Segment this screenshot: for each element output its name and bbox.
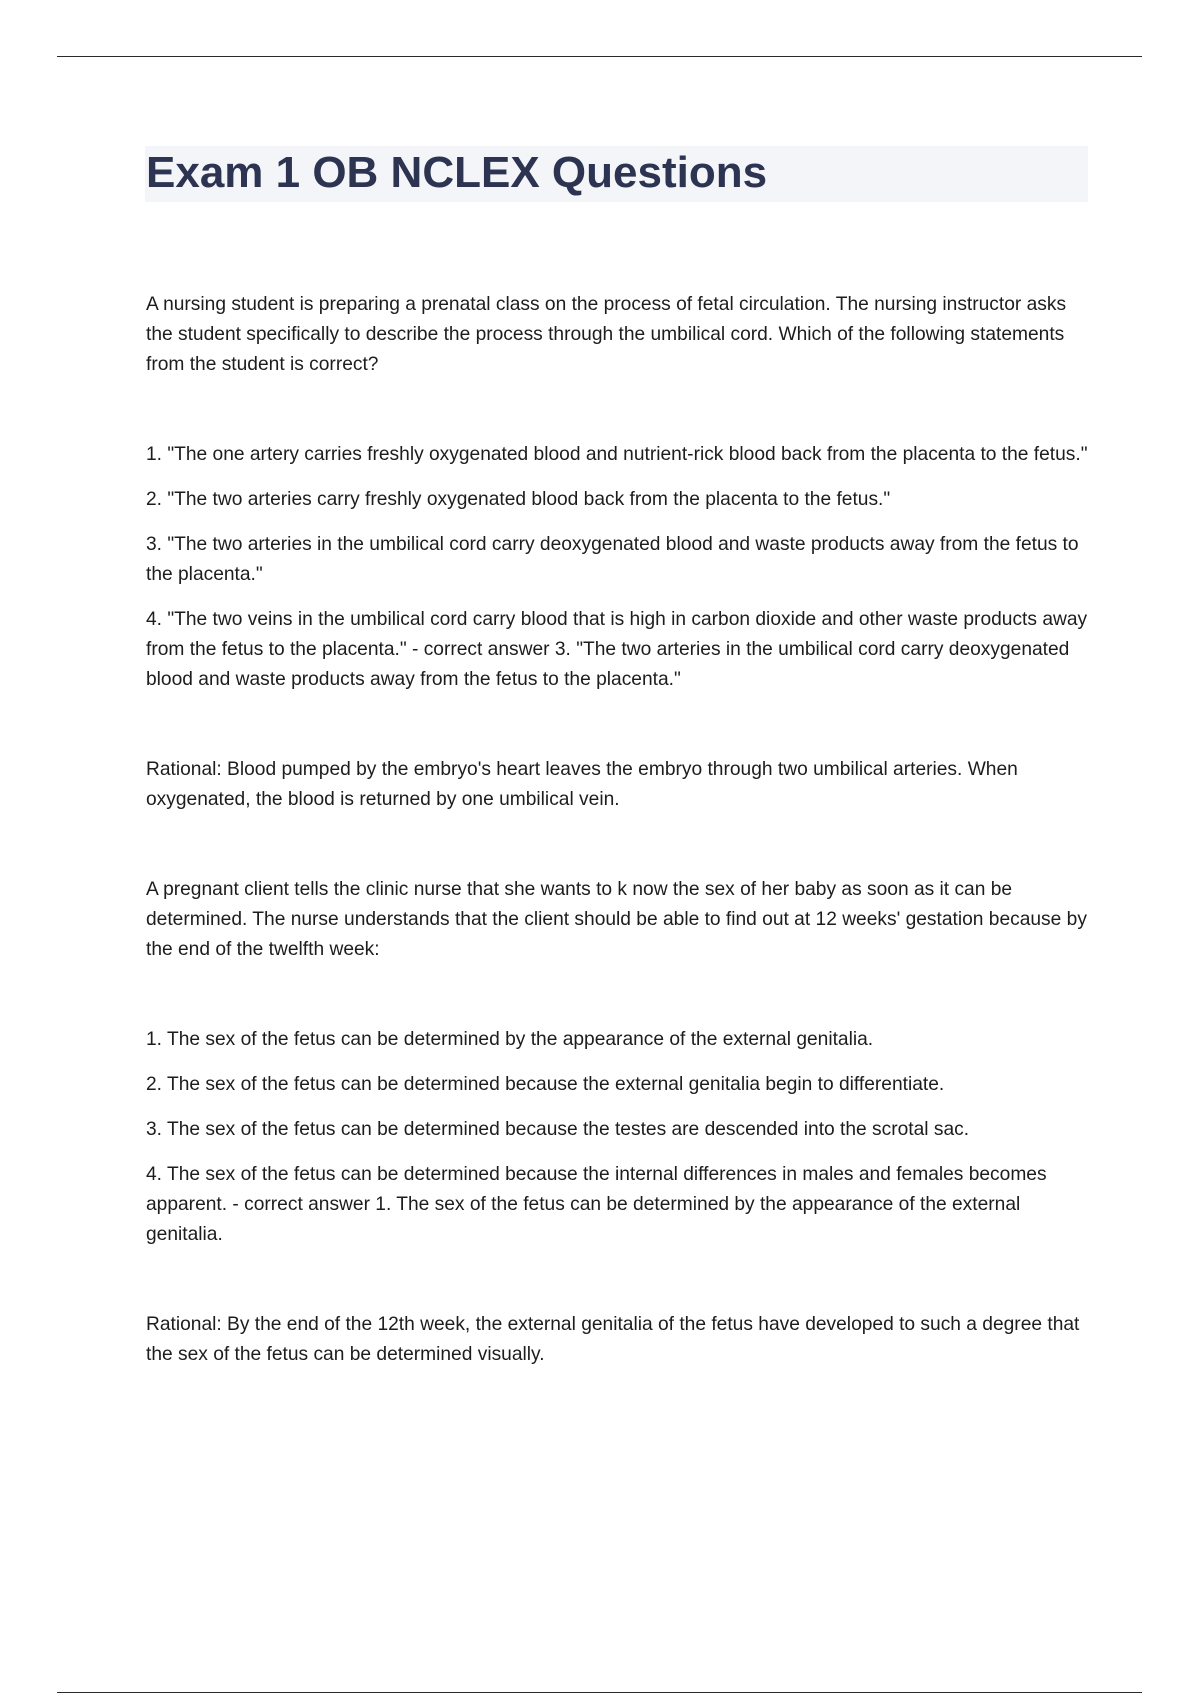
bottom-rule	[57, 1692, 1142, 1693]
question-block-1	[146, 290, 1091, 815]
answer-option-with-correct-answer: 4. "The two veins in the umbilical cord carry blood that is high in carbon dioxide and other waste products away from the fetus to the placenta." - correct answer 3. "The two arteries in the umbilical cord carry deoxygenated blood and waste products away from the fetus to the placenta."	[146, 609, 1088, 690]
answer-option: 2. "The two arteries carry freshly oxygenated blood back from the placenta to the fetus."	[146, 489, 891, 510]
question-text: A nursing student is preparing a prenatal class on the process of fetal circulation. The nursing instructor asks the student specifically to describe the process through the umbilical cord. Which of the following statements from the student is correct?	[146, 294, 1067, 375]
question-block-2	[146, 875, 1091, 1370]
answer-options	[146, 440, 1091, 695]
question-text: A pregnant client tells the clinic nurse that she wants to k now the sex of her baby as soon as it can be determined. The nurse understands that the client should be able to find out at 12 weeks' gestation because by the end of the twelfth week:	[146, 879, 1087, 960]
top-rule	[57, 56, 1142, 57]
answer-option: 3. "The two arteries in the umbilical cord carry deoxygenated blood and waste products away from the fetus to the placenta."	[146, 534, 1079, 585]
document-body	[146, 290, 1091, 1430]
answer-option: 1. "The one artery carries freshly oxygenated blood and nutrient-rick blood back from the placenta to the fetus."	[146, 444, 1088, 465]
answer-option-with-correct-answer: 4. The sex of the fetus can be determined because the internal differences in males and females becomes apparent. - correct answer 1. The sex of the fetus can be determined by the appearance of the external genitalia.	[146, 1164, 1047, 1245]
page-title: Exam 1 OB NCLEX Questions	[146, 148, 768, 197]
answer-option: 3. The sex of the fetus can be determined because the testes are descended into the scrotal sac.	[146, 1119, 970, 1140]
rationale-text: Rational: Blood pumped by the embryo's heart leaves the embryo through two umbilical arteries. When oxygenated, the blood is returned by one umbilical vein.	[146, 759, 1018, 810]
answer-option: 1. The sex of the fetus can be determined by the appearance of the external genitalia.	[146, 1029, 874, 1050]
rationale-text: Rational: By the end of the 12th week, the external genitalia of the fetus have developed to such a degree that the sex of the fetus can be determined visually.	[146, 1314, 1080, 1365]
answer-options	[146, 1025, 1091, 1250]
answer-option: 2. The sex of the fetus can be determined because the external genitalia begin to differentiate.	[146, 1074, 945, 1095]
